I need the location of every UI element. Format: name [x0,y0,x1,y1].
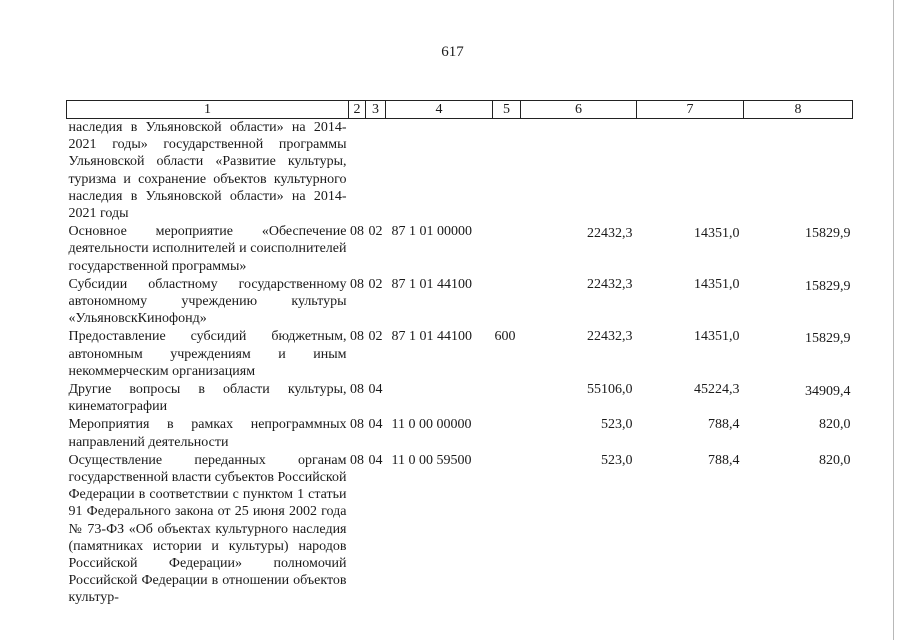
page-number: 617 [441,44,464,60]
row-name: Мероприятия в рамках непрограммных направлений деятельности [68,417,347,450]
row-target-code [386,381,493,416]
row-value-1: 523,0 [601,417,633,433]
row-name: Другие вопросы в области культуры, кинематографии [68,382,347,415]
row-value-1: 22432,3 [587,329,633,345]
row-section: 08 [350,382,364,398]
row-value-3: 820,0 [819,417,851,433]
header-col-1: 1 [67,101,349,119]
row-value-2: 788,4 [708,417,740,433]
header-col-8: 8 [744,101,853,119]
row-subsection: 04 [368,452,383,468]
table-row [67,276,853,329]
row-name: Осуществление переданных органам государственной власти субъектов Российской Федерации в соответствии с пунктом 1 статьи 91 Федерального закона от 25 июня 2002 года № 73-ФЗ «Об объектах культурного наследия (памятниках истории и культуры) народов Российской Федерации» полномочий Российской Федерации в отношении объектов культур- [68,452,347,606]
row-expense-type [493,223,521,276]
row-section: 08 [350,276,364,292]
row-subsection: 04 [368,417,383,433]
row-target-code [386,119,493,224]
header-col-3: 3 [366,101,386,119]
row-value-2 [637,119,744,224]
header-col-6: 6 [521,101,637,119]
table-row [67,223,853,276]
row-name: Предоставление субсидий бюджетным, автономным учреждениям и иным некоммерческим организациям [68,329,347,379]
header-col-4: 4 [386,101,493,119]
budget-table [66,100,853,608]
page-edge-line [893,0,894,640]
row-value-1: 22432,3 [587,226,633,242]
header-col-5: 5 [493,101,521,119]
row-subsection: 02 [368,329,383,345]
row-name: Основное мероприятие «Обеспечение деятельности исполнителей и соисполнителей государственной программы» [68,224,347,274]
row-target-code: 11 0 00 59500 [391,452,472,468]
row-value-2: 788,4 [708,452,740,468]
row-subsection: 02 [368,276,383,292]
row-value-1: 22432,3 [587,276,633,292]
row-value-2: 14351,0 [694,329,740,345]
row-subsection: 04 [368,382,383,398]
row-name: наследия в Ульяновской области» на 2014-2021 годы» государственной программы Ульяновской области «Развитие культуры, туризма и сохранение объектов культурного наследия в Ульяновской области» на 2014-2021 годы [68,120,347,222]
row-subsection [366,119,386,224]
table-row [67,452,853,608]
table-row [67,416,853,451]
table-row [67,381,853,416]
row-section: 08 [350,452,364,468]
row-section: 08 [350,224,364,240]
row-target-code: 87 1 01 44100 [391,276,472,292]
row-target-code: 87 1 01 00000 [391,224,472,240]
row-value-3 [744,119,853,224]
header-col-2: 2 [349,101,366,119]
row-expense-type [493,381,521,416]
row-value-2: 45224,3 [694,382,740,398]
row-subsection: 02 [368,224,383,240]
row-section [349,119,366,224]
row-section: 08 [350,329,364,345]
row-value-1 [521,119,637,224]
row-target-code: 11 0 00 00000 [391,417,472,433]
table-row [67,328,853,381]
row-section: 08 [350,417,364,433]
header-col-7: 7 [637,101,744,119]
row-expense-type: 600 [494,329,516,345]
row-expense-type [493,452,521,608]
row-value-3: 15829,9 [805,226,851,242]
row-expense-type [493,119,521,224]
row-value-3: 15829,9 [805,278,851,294]
row-value-1: 523,0 [601,452,633,468]
row-expense-type [493,276,521,329]
row-value-3: 15829,9 [805,331,851,347]
row-target-code: 87 1 01 44100 [391,329,472,345]
row-value-2: 14351,0 [694,226,740,242]
row-expense-type [493,416,521,451]
row-value-1: 55106,0 [587,382,633,398]
header-row [67,101,853,119]
row-value-3: 34909,4 [805,384,851,400]
row-name: Субсидии областному государственному автономному учреждению культуры «УльяновскКинофонд» [68,276,347,327]
table-row [67,119,853,224]
row-value-3: 820,0 [819,452,851,468]
row-value-2: 14351,0 [694,276,740,292]
